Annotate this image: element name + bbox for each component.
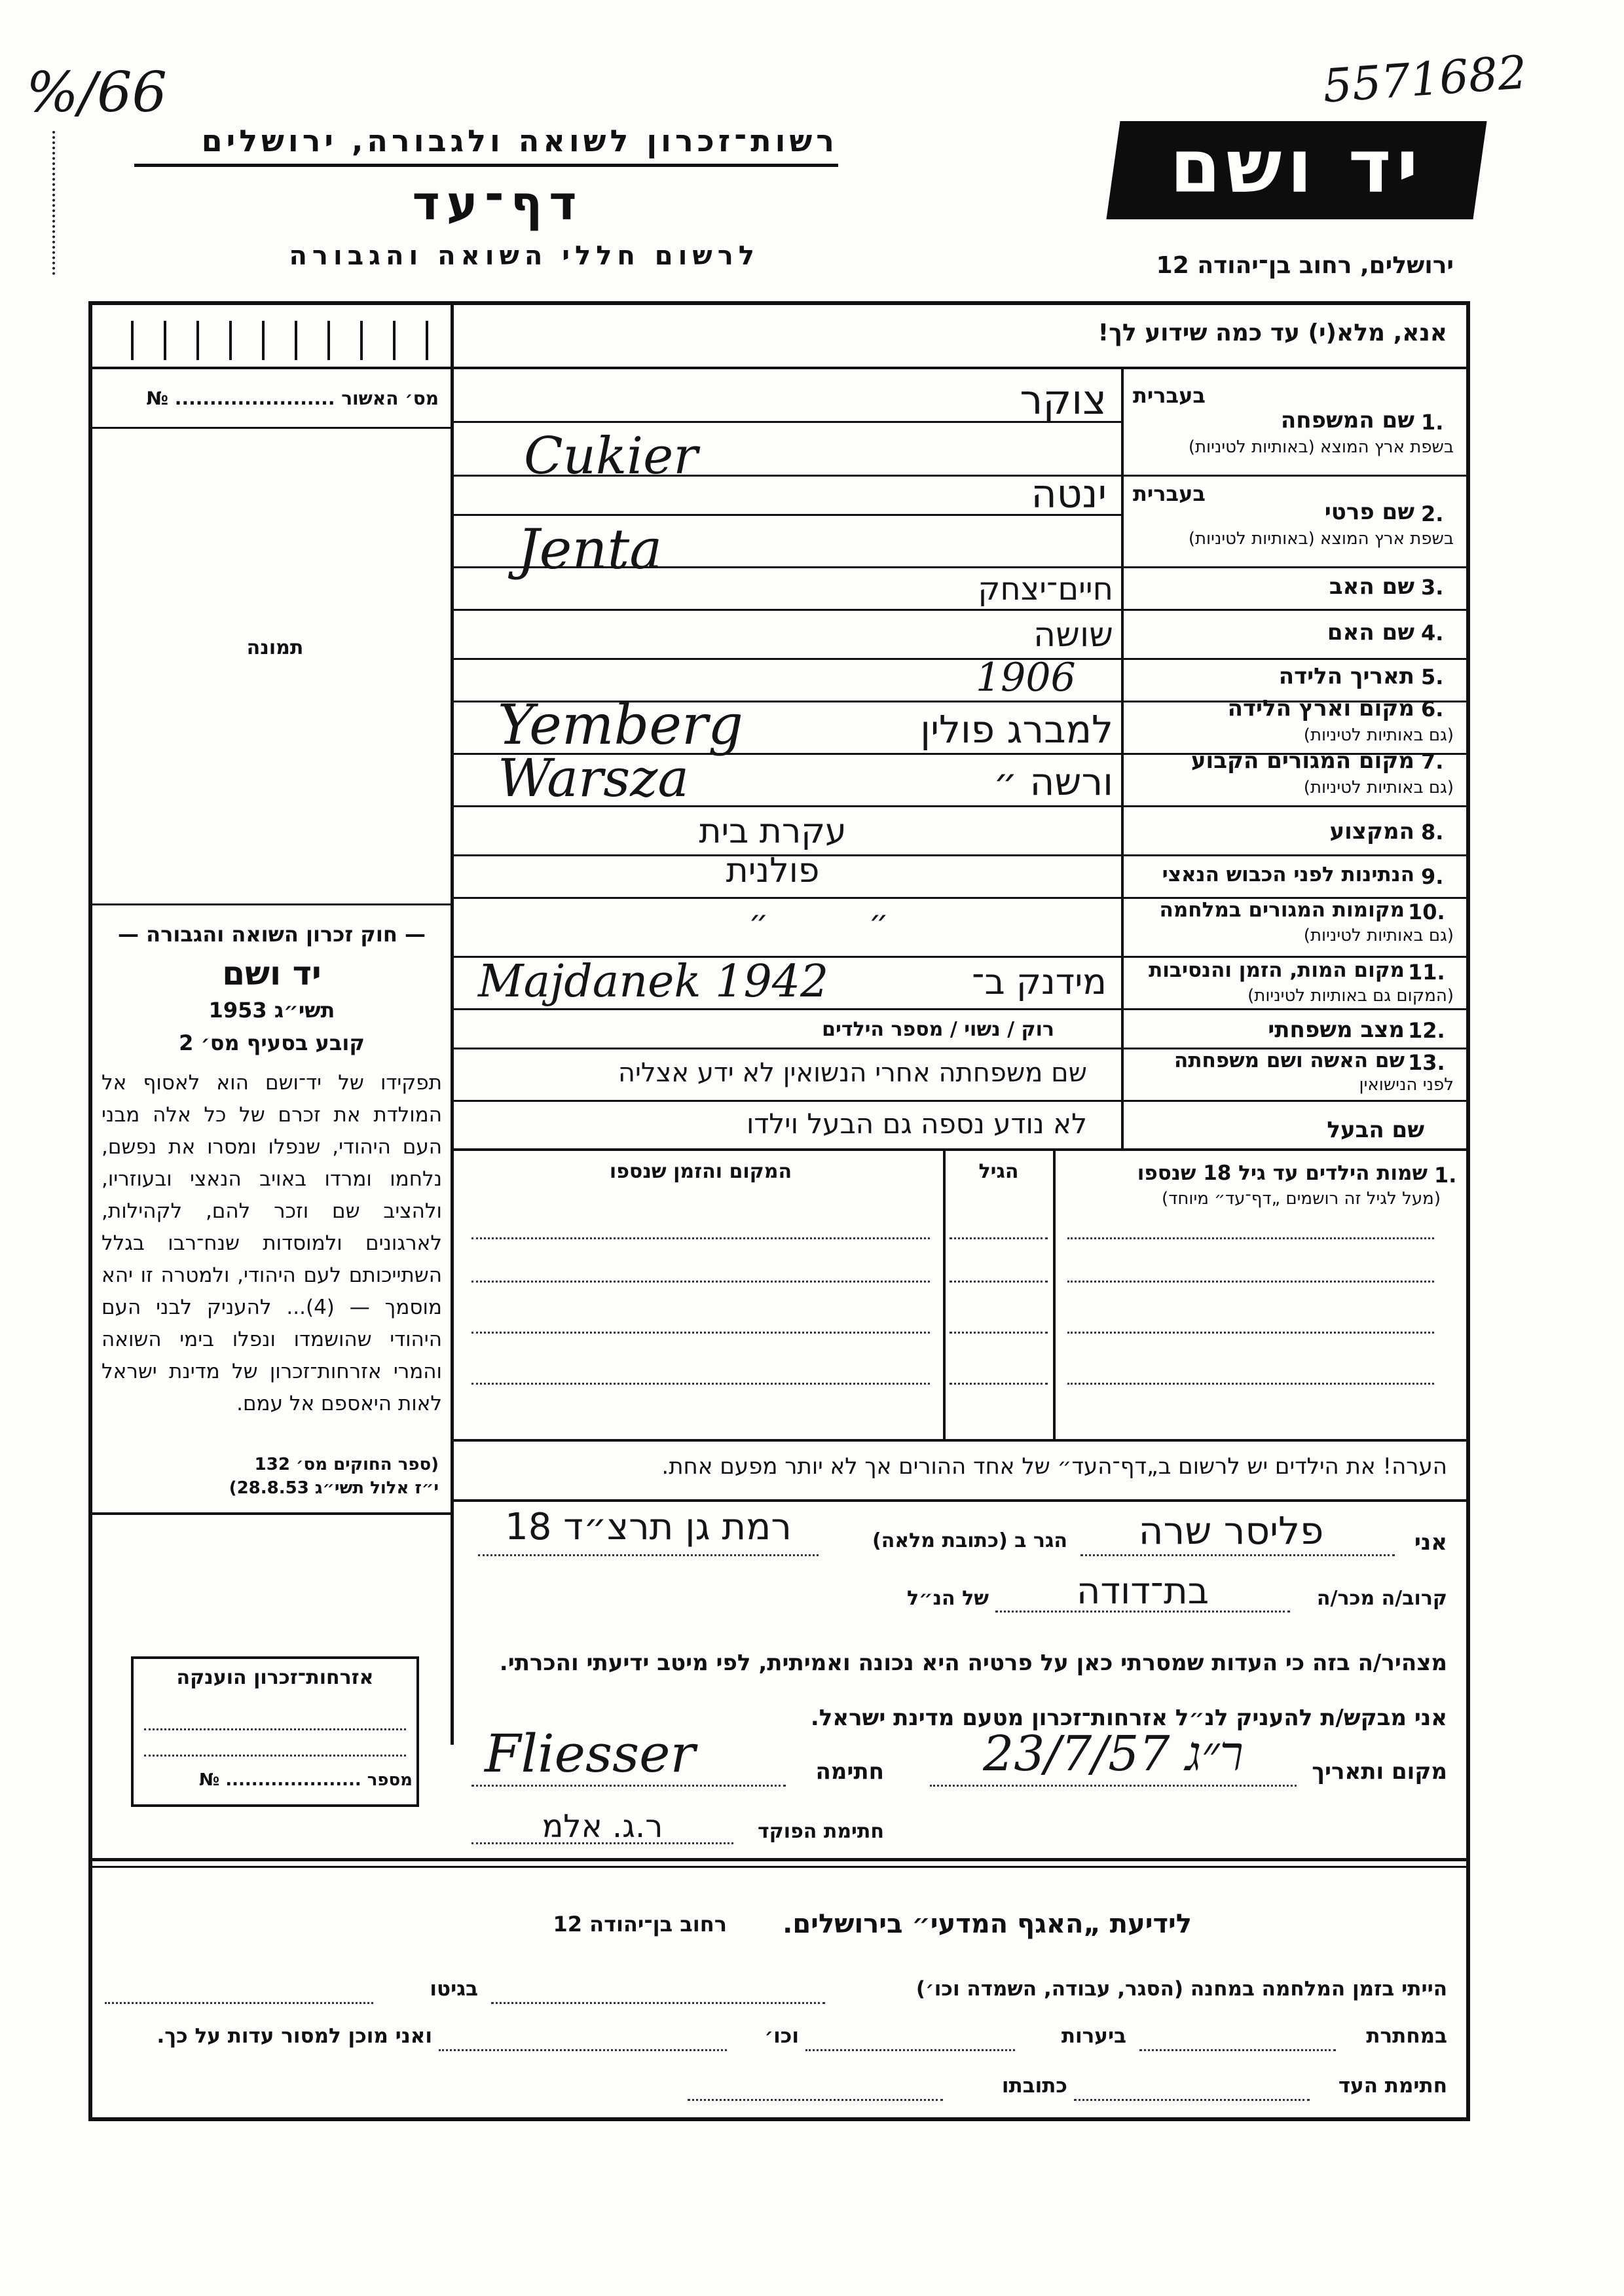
footer-camp-field[interactable] [491, 2002, 825, 2004]
archive-number-handwritten: %/66 [26, 60, 168, 124]
declarant-address[interactable]: רמת גן תרצ״ד 18 [505, 1506, 792, 1548]
field-9-number: 9. [1421, 864, 1444, 889]
field-7-label: מקום המגורים הקבוע [1190, 748, 1414, 774]
field-11-number: 11. [1408, 960, 1445, 985]
photo-label: תמונה [246, 636, 304, 659]
children-col-age: הגיל [978, 1160, 1019, 1183]
field-13-sub: לפני הנישואין [1359, 1075, 1454, 1095]
law-reference-1: (ספר החוקים מס׳ 132 [254, 1455, 439, 1474]
note-rule [454, 1499, 1469, 1502]
children-heading-sub: (מעל לגיל זה רושמים „דף־עד״ מיוחד) [1162, 1189, 1441, 1209]
footer-etc-field[interactable] [439, 2049, 727, 2051]
signature-label: חתימה [815, 1758, 884, 1785]
field-9-value[interactable]: פולנית [726, 851, 820, 890]
intro-rule [92, 367, 1467, 369]
field-8-number: 8. [1421, 820, 1444, 845]
field-9-label: הנתינות לפני הכבוש הנאצי [1162, 863, 1414, 886]
footer-underground-field[interactable] [1139, 2049, 1336, 2051]
law-section: קובע בסעיף מס׳ 2 [179, 1030, 365, 1055]
field-3-number: 3. [1421, 575, 1444, 600]
field-3-label: שם האב [1329, 574, 1414, 600]
footer-address-label: כתובתו [1001, 2074, 1067, 2098]
approval-rule [92, 427, 452, 429]
header-rule [134, 164, 838, 167]
field-5-number: 5. [1421, 665, 1444, 689]
field-10-number: 10. [1408, 900, 1445, 924]
sidebar-divider [451, 304, 454, 1745]
field-11-hebrew-value[interactable]: מידנק ב־ [971, 961, 1107, 1002]
children-col-divider-2 [1053, 1151, 1056, 1439]
child-row-3[interactable] [1067, 1332, 1434, 1334]
intro-instruction: אנא, מלא(י) עד כמה שידוע לך! [1098, 319, 1447, 346]
child-row-2[interactable] [1067, 1281, 1434, 1283]
field-10-label: מקומות המגורים במלחמה [1159, 898, 1405, 922]
field-8-value[interactable]: עקרת בית [699, 812, 847, 851]
footer-divider-inner [88, 1866, 1470, 1868]
footer-address-field[interactable] [688, 2099, 943, 2101]
field-7-hebrew-value[interactable]: ורשה ״ [993, 759, 1113, 804]
logo-address: ירושלים, רחוב בן־יהודה 12 [1156, 252, 1454, 279]
photo-area-rule [92, 903, 452, 905]
sidebar-bottom-rule [92, 1512, 454, 1515]
approval-number-label: מס׳ האשור ....................... № [146, 388, 439, 409]
footer-forests-label: ביערות [1061, 2024, 1126, 2048]
margin-mark [52, 131, 57, 275]
officer-signature-label: חתימת הפוקד [758, 1820, 884, 1843]
relation-value[interactable]: בת־דודה [1076, 1570, 1209, 1613]
field-12-value[interactable]: רוק / נשוי / מספר הילדים [822, 1018, 1054, 1041]
field-11-sub: (המקום גם באותיות לטיניות) [1247, 986, 1454, 1006]
relation-of: של הנ״ל [907, 1587, 989, 1610]
field-5-label: תאריך הלידה [1278, 663, 1414, 689]
field-4-label: שם האם [1327, 619, 1414, 646]
husband-label: שם הבעל [1327, 1117, 1424, 1143]
footer-ghetto-label: בגיטו [430, 1977, 478, 2001]
label-column-divider [1121, 369, 1124, 1148]
form-title: דף־עד [412, 175, 583, 230]
field-12-label: מצב משפחתי [1268, 1017, 1405, 1043]
field-1-hebrew-value[interactable]: צוקר [1020, 376, 1107, 424]
child-row-1[interactable] [1067, 1237, 1434, 1239]
field-11-label: מקום המות, הזמן והנסיבות [1149, 958, 1405, 982]
footer-witness-signature-field[interactable] [1074, 2099, 1310, 2101]
footer-ghetto-field[interactable] [105, 2002, 373, 2004]
field-2-hebrew-value[interactable]: ינטה [1031, 471, 1107, 517]
footer-forests-field[interactable] [805, 2049, 1015, 2051]
field-7-number: 7. [1421, 749, 1444, 774]
field-1-latin-value[interactable]: Cukier [524, 427, 698, 486]
children-col-divider-1 [943, 1151, 946, 1439]
law-text: תפקידו של יד־ושם הוא לאסוף אל המולדת את זכרם של כל אלה מבני העם היהודי, שנפלו ומסרו את נפשם, נלחמו ומרדו באויב הנאצי ובעוזריו, ולהציב שם וזכר להם, לקהילות, לארגונים ולמוסדות שנח־רבו בגלל השתייכותם לעם היהודי, ולמטרה זו יהא מוסמך — (4)... להעניק לבני העם היהודי שהושמדו ונפלו בימי השואה והמרי אזרחות־זכרון של מדינת ישראל לאות היאספם אל עמם. [101, 1071, 442, 1415]
field-10-sub: (גם באותיות לטיניות) [1303, 926, 1454, 945]
footer-heading: לידיעת „האגף המדעי״ בירושלים. [783, 1909, 1192, 1939]
law-year: תשי״ג 1953 [208, 998, 335, 1023]
field-2-hebrew-tag: בעברית [1133, 481, 1206, 506]
field-3-value[interactable]: חיים־יצחק [978, 571, 1113, 608]
footer-divider [88, 1858, 1470, 1861]
logo-text: יד ושם [1170, 124, 1424, 210]
field-13-number: 13. [1408, 1050, 1445, 1075]
law-name: יד ושם [222, 955, 322, 993]
footer-testimony-label: ואני מוכן למסור עדות על כך. [157, 2024, 432, 2048]
footer-underground-label: במחתרת [1366, 2024, 1447, 2048]
footer-address: רחוב בן־יהודה 12 [553, 1912, 727, 1937]
field-13-label: שם האשה ושם משפחתה [1174, 1049, 1405, 1072]
field-7-sub: (גם באותיות לטיניות) [1303, 778, 1454, 797]
children-number: 1. [1434, 1163, 1457, 1188]
field-8-label: המקצוע [1329, 818, 1414, 845]
children-table-bottom [454, 1439, 1469, 1442]
citizenship-request: אני מבקש/ת להעניק לנ״ל אזרחות־זכרון מטעם מדינת ישראל. [810, 1705, 1447, 1731]
child-row-4[interactable] [1067, 1383, 1434, 1385]
field-6-number: 6. [1421, 697, 1444, 721]
husband-value[interactable]: לא נודע נספה גם הבעל וילדו [746, 1108, 1087, 1140]
citizenship-number[interactable]: מספר ..................... № [198, 1770, 413, 1790]
declaration-statement: מצהיר/ה בזה כי העדות שמסרתי כאן על פרטיה היא נכונה ואמיתית, לפי מיטב ידיעתי והכרתי. [499, 1650, 1447, 1676]
footer-witness-signature-label: חתימת העד [1338, 2074, 1447, 2098]
field-13-value[interactable]: שם משפחתה אחרי הנשואין לא ידע אצליה [618, 1058, 1087, 1088]
law-title: — חוק זכרון השואה והגבורה — [118, 922, 426, 947]
footer-etc-label: וכו׳ [764, 2024, 799, 2048]
children-col-place: המקום והזמן שנספו [609, 1160, 792, 1183]
field-1-sub: בשפת ארץ המוצא (באותיות לטיניות) [1188, 437, 1454, 457]
field-6-latin-value[interactable]: Yemberg [498, 693, 743, 757]
law-reference-2: י״ז אלול תשי״ג 28.8.53) [229, 1478, 439, 1498]
field-5-value[interactable]: 1906 [976, 655, 1076, 701]
authority-name: רשות־זכרון לשואה ולגבורה, ירושלים [201, 123, 838, 158]
place-date-value[interactable]: ר״ג 23/7/57 [983, 1726, 1244, 1782]
field-6-sub: (גם באותיות לטיניות) [1303, 725, 1454, 745]
field-2-latin-value[interactable]: Jenta [517, 517, 663, 581]
relation-label: קרוב/ה מכר/ה [1316, 1587, 1447, 1610]
form-subtitle: לרשום חללי השואה והגבורה [289, 241, 760, 271]
code-boxes [105, 321, 445, 360]
field-4-number: 4. [1421, 621, 1444, 646]
field-2-label: שם פרטי [1324, 499, 1414, 525]
declarant-signature[interactable]: Fliesser [485, 1723, 695, 1784]
citizenship-title: אזרחות־זכרון הוענקה [176, 1666, 374, 1689]
field-4-value[interactable]: שושה [1033, 615, 1113, 655]
field-2-sub: בשפת ארץ המוצא (באותיות לטיניות) [1188, 529, 1454, 549]
children-note: הערה! את הילדים יש לרשום ב„דף־העד״ של אחד ההורים אך לא יותר מפעם אחת. [661, 1453, 1447, 1480]
field-1-hebrew-tag: בעברית [1133, 383, 1206, 408]
field-12-number: 12. [1408, 1018, 1445, 1043]
declarant-label: אני [1414, 1529, 1447, 1556]
field-1-label: שם המשפחה [1280, 407, 1414, 433]
children-heading: שמות הילדים עד גיל 18 שנספו [1137, 1161, 1428, 1185]
declarant-name[interactable]: פליסר שרה [1138, 1508, 1324, 1553]
field-2-number: 2. [1421, 501, 1444, 526]
field-6-label: מקום וארץ הלידה [1227, 695, 1414, 721]
place-date-label: מקום ותאריך [1312, 1758, 1447, 1785]
reference-number-handwritten: 5571682 [1321, 45, 1529, 113]
field-11-latin-value[interactable]: Majdanek 1942 [478, 956, 829, 1008]
officer-signature[interactable]: ר.ג. אלמ [542, 1808, 663, 1845]
footer-camp-label: הייתי בזמן המלחמה במחנה (הסגר, עבודה, השמדה וכו׳) [915, 1977, 1447, 2001]
field-7-latin-value[interactable]: Warsza [498, 748, 690, 809]
address-label: הגר ב (כתובת מלאה) [872, 1529, 1067, 1552]
field-1-number: 1. [1421, 410, 1444, 435]
field-10-value[interactable]: ״ ״ [748, 903, 889, 940]
field-6-hebrew-value[interactable]: למברג פולין [920, 707, 1113, 752]
